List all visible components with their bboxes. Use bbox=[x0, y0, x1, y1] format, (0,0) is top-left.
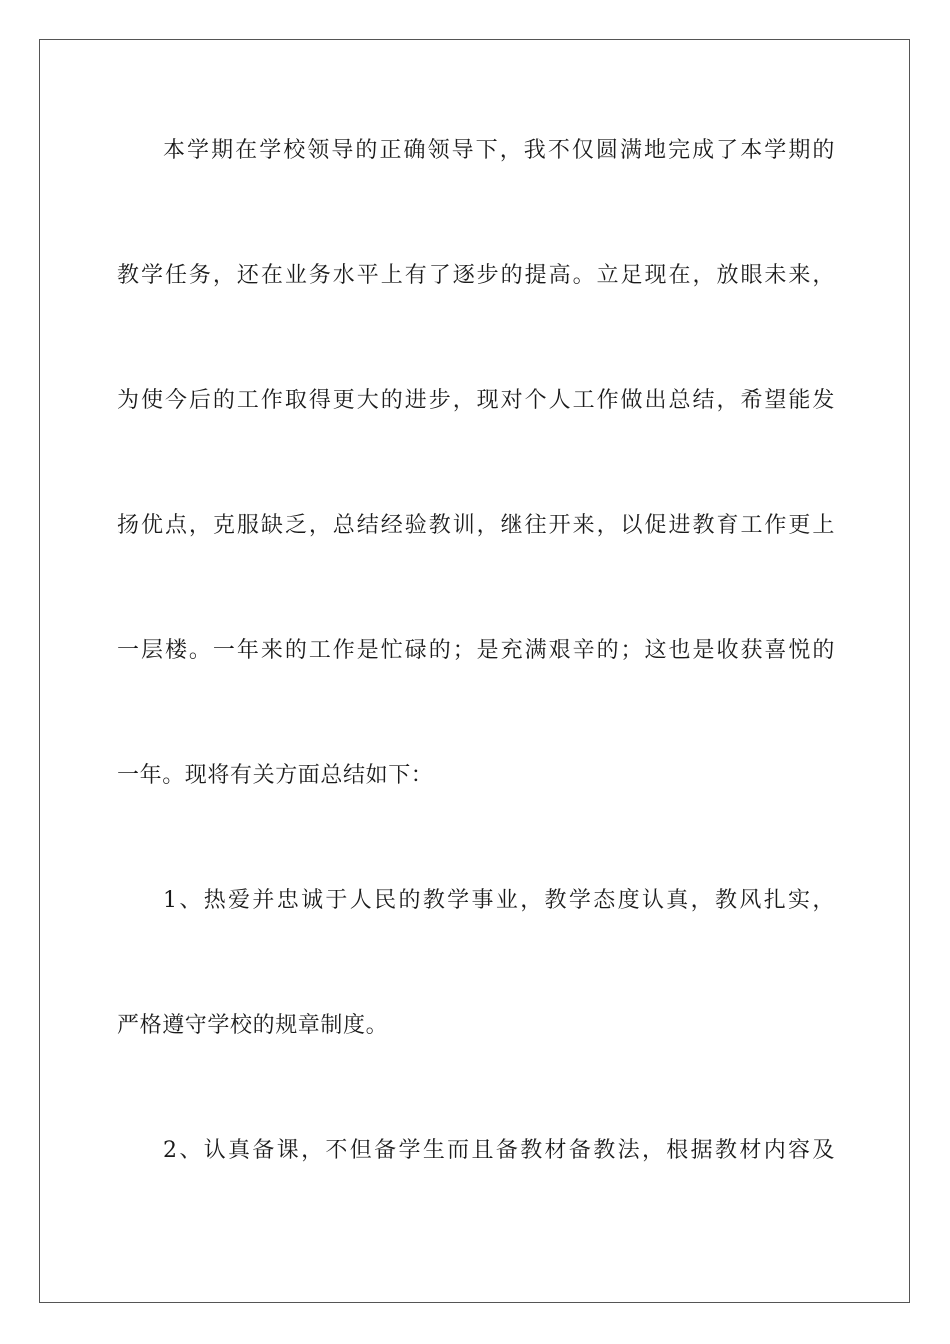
paragraph-3-line-1: 2、认真备课，不但备学生而且备教材备教法，根据教材内容及 bbox=[163, 1138, 835, 1163]
paragraph-1-line-4: 扬优点，克服缺乏，总结经验教训，继往开来，以促进教育工作更上 bbox=[117, 513, 835, 538]
paragraph-1-line-6: 一年。现将有关方面总结如下： bbox=[117, 763, 434, 788]
page-border bbox=[39, 39, 910, 1303]
paragraph-1-line-5: 一层楼。一年来的工作是忙碌的；是充满艰辛的；这也是收获喜悦的 bbox=[117, 638, 835, 663]
paragraph-1-line-1: 本学期在学校领导的正确领导下，我不仅圆满地完成了本学期的 bbox=[163, 138, 835, 163]
paragraph-2-line-1: 1、热爱并忠诚于人民的教学事业，教学态度认真，教风扎实， bbox=[163, 888, 835, 913]
paragraph-1-line-3: 为使今后的工作取得更大的进步，现对个人工作做出总结，希望能发 bbox=[117, 388, 835, 413]
paragraph-2-line-2: 严格遵守学校的规章制度。 bbox=[117, 1013, 389, 1038]
paragraph-1-line-2: 教学任务，还在业务水平上有了逐步的提高。立足现在，放眼未来， bbox=[117, 263, 835, 288]
